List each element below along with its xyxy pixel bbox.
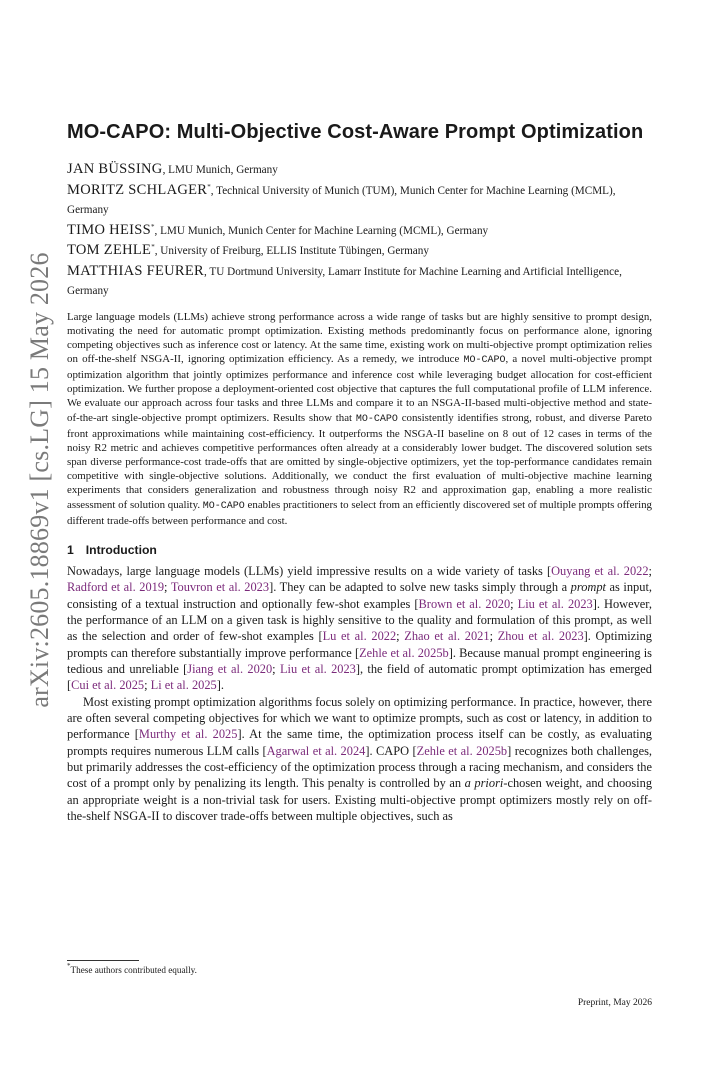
citation-link[interactable]: Liu et al. 2023 bbox=[279, 661, 356, 676]
citation-link[interactable]: Lu et al. 2022 bbox=[322, 629, 397, 644]
author-name: MATTHIAS FEURER bbox=[67, 262, 205, 279]
body-text: ; bbox=[648, 563, 652, 578]
body-text: as input, consisting of a textual instruction and optionally few-shot examples [ bbox=[67, 580, 652, 611]
body-text: ], the field of automatic prompt optimization has emerged [ bbox=[67, 661, 652, 693]
abstract-text: consistently identifies strong, robust, and diverse Pareto front approximations while maintaining cost-efficiency. It outperforms the NSGA-II baseline on 8 out of 12 cases in terms of the noisy R2 metric and achieves competitive performances often already at a considerably lower budget. The discovered solution sets span diverse performance-cost trade-offs that are omitted by single-objective optimizers, yet the top-performance candidates remain competitive with single-objective solutions. Additionally, we conduct the first evaluation of multi-objective machine learning experiments that considers generalization and robustness through noisy R2 and approximation gap, enabling a more realistic assessment of solution quality. bbox=[67, 411, 652, 511]
section-title: Introduction bbox=[85, 542, 157, 557]
arxiv-stamp: arXiv:2605.18869v1 [cs.LG] 15 May 2026 bbox=[25, 252, 54, 708]
abstract bbox=[67, 310, 652, 528]
citation-link[interactable]: Radford et al. 2019 bbox=[67, 580, 165, 595]
author-name: TIMO HEISS bbox=[67, 221, 151, 238]
author-entry bbox=[67, 181, 652, 221]
citation-link[interactable]: Liu et al. 2023 bbox=[517, 596, 593, 611]
citation-link[interactable]: Li et al. 2025 bbox=[150, 678, 217, 693]
footnote bbox=[67, 964, 197, 976]
intro-paragraph-2 bbox=[67, 694, 652, 825]
body-text: -chosen weight, and choosing an appropriate weight is a non-trivial task for users. Existing multi-objective prompt optimizers mostly rely on off-the-shelf NSGA-II to discover trade-offs between multiple objectives, such as bbox=[67, 776, 653, 823]
body-text: ]. bbox=[216, 678, 224, 693]
author-entry bbox=[67, 262, 652, 302]
citation-link[interactable]: Touvron et al. 2023 bbox=[170, 580, 270, 595]
author-affiliation: , LMU Munich, Munich Center for Machine Learning (MCML), Germany bbox=[154, 224, 489, 237]
body-text: ; bbox=[164, 580, 171, 595]
page-footer: Preprint, May 2026 bbox=[577, 998, 652, 1008]
method-name: MO-CAPO bbox=[202, 500, 245, 512]
footnote-text: These authors contributed equally. bbox=[70, 965, 197, 975]
main-content bbox=[67, 118, 652, 824]
abstract-text: enables practitioners to select from an efficiently discovered set of multiple prompts offering different trade-offs between performance and cost. bbox=[67, 498, 653, 527]
author-affiliation: , TU Dortmund University, Lamarr Institute for Machine Learning and Artificial Intelligence, Germany bbox=[67, 265, 622, 297]
emphasis: prompt bbox=[570, 580, 606, 595]
author-entry bbox=[67, 221, 652, 242]
body-text: ; bbox=[510, 596, 518, 611]
author-affiliation: , LMU Munich, Germany bbox=[162, 164, 278, 176]
method-name: MO-CAPO bbox=[463, 354, 506, 366]
emphasis: a priori bbox=[464, 776, 504, 791]
footnote-mark: * bbox=[67, 962, 71, 970]
citation-link[interactable]: Agarwal et al. 2024 bbox=[266, 743, 366, 758]
author-name: TOM ZEHLE bbox=[67, 242, 152, 258]
citation-link[interactable]: Zhou et al. 2023 bbox=[497, 629, 584, 644]
body-text: ]. At the same time, the optimization process itself can be costly, as evaluating prompts requires numerous LLM calls [ bbox=[67, 727, 652, 758]
paper-title: MO-CAPO: Multi-Objective Cost-Aware Prompt Optimization bbox=[67, 121, 644, 143]
abstract-text: Large language models (LLMs) achieve strong performance across a wide range of tasks but are highly sensitive to prompt design, motivating the need for automatic prompt optimization. Existing methods predominantly focus on performance alone, ignoring competing objectives such as inference cost or latency. At the same time, existing work on multi-objective prompt optimization relies on off-the-shelf NSGA-II, ignoring optimization efficiency. As a remedy, we introduce bbox=[67, 310, 652, 365]
citation-link[interactable]: Zehle et al. 2025b bbox=[359, 645, 449, 660]
author-name: MORITZ SCHLAGER bbox=[67, 181, 208, 198]
footnote-divider bbox=[67, 960, 139, 961]
citation-link[interactable]: Jiang et al. 2020 bbox=[187, 661, 273, 676]
author-mark: * bbox=[151, 243, 155, 251]
citation-link[interactable]: Zehle et al. 2025b bbox=[416, 743, 508, 758]
body-text: ; bbox=[489, 629, 498, 644]
body-text: ; bbox=[144, 678, 151, 693]
body-text: ] recognizes both challenges, but primarily addresses the cost-efficiency of the optimization process through a racing mechanism, and considers the cost of a prompt only by penalizing its length. This penalty is controlled by an bbox=[67, 743, 652, 791]
body-text: Most existing prompt optimization algorithms focus solely on optimizing performance. In practice, however, there are often several competing objectives for which we want to optimize prompts, such as cost or latency, in addition to performance [ bbox=[67, 694, 652, 742]
author-affiliation: , Technical University of Munich (TUM), Munich Center for Machine Learning (MCML), Germany bbox=[67, 184, 616, 216]
body-text: ]. Because manual prompt engineering is tedious and unreliable [ bbox=[67, 645, 652, 676]
section-heading bbox=[67, 542, 652, 558]
abstract-text: , a novel multi-objective prompt optimization algorithm that jointly optimizes performance and inference cost while leveraging budget allocation for cost-efficient optimization. We further propose a deployment-oriented cost objective that captures the full computational profile of LLM inference. We evaluate our approach across four tasks and three LLMs and compare it to an NSGA-II-based multi-objective method and state-of-the-art single-objective prompt optimizers. Results show that bbox=[67, 352, 652, 424]
author-name: JAN BÜSSING bbox=[67, 161, 163, 177]
author-entry bbox=[67, 160, 652, 181]
citation-link[interactable]: Murthy et al. 2025 bbox=[138, 727, 238, 742]
section-number: 1 bbox=[67, 542, 74, 557]
body-text: ]. They can be adapted to solve new tasks simply through a bbox=[269, 580, 571, 595]
author-entry bbox=[67, 241, 652, 262]
method-name: MO-CAPO bbox=[355, 413, 398, 425]
citation-link[interactable]: Ouyang et al. 2022 bbox=[551, 563, 649, 578]
body-text: ]. Optimizing prompts can therefore substantially improve performance [ bbox=[67, 629, 653, 660]
author-affiliation: , University of Freiburg, ELLIS Institute Tübingen, Germany bbox=[154, 245, 429, 257]
body-text: ; bbox=[396, 629, 405, 644]
body-text: ]. However, the performance of an LLM on a given task is highly sensitive to the quality and formulation of this prompt, as well as the selection and order of few-shot examples [ bbox=[67, 596, 653, 644]
citation-link[interactable]: Cui et al. 2025 bbox=[71, 678, 145, 693]
citation-link[interactable]: Brown et al. 2020 bbox=[418, 596, 511, 611]
body-text: ; bbox=[272, 661, 280, 676]
citation-link[interactable]: Zhao et al. 2021 bbox=[404, 629, 490, 644]
author-mark: * bbox=[207, 182, 211, 191]
author-list bbox=[67, 160, 652, 302]
intro-paragraph-1 bbox=[67, 563, 652, 694]
body-text: Nowadays, large language models (LLMs) yield impressive results on a wide variety of tasks [ bbox=[67, 563, 552, 578]
author-mark: * bbox=[150, 222, 155, 231]
body-text: ]. CAPO [ bbox=[365, 743, 417, 758]
